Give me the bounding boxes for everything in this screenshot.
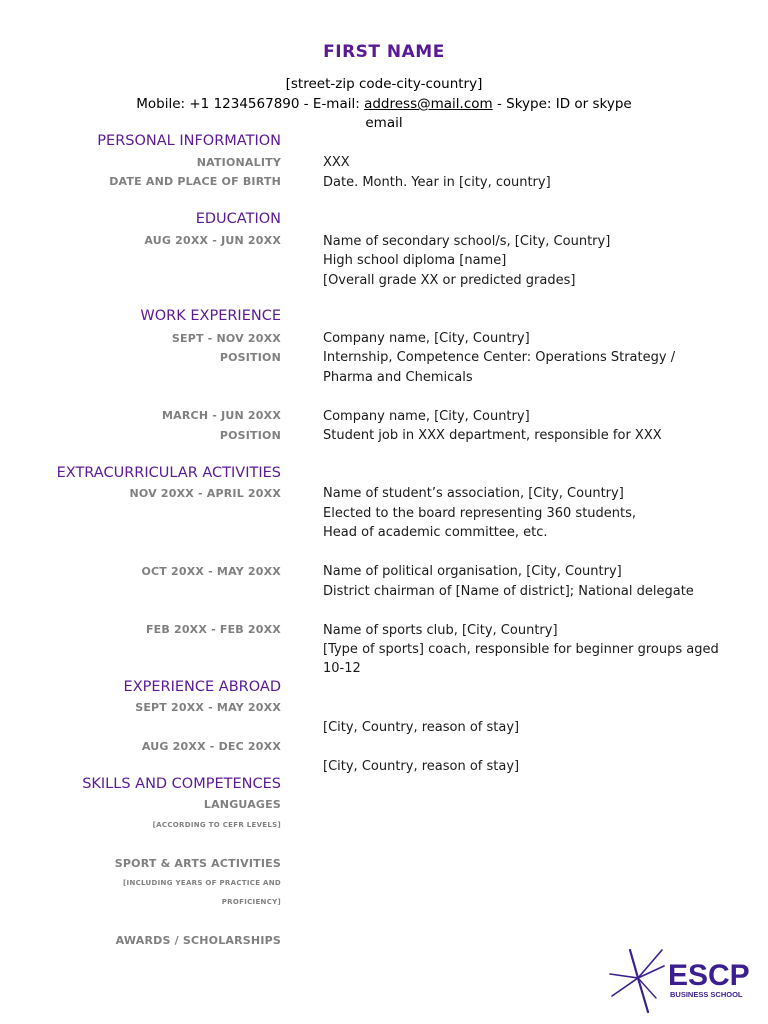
activity3-line: 10-12 — [323, 661, 361, 676]
activity2-period: OCT 20XX - MAY 20XX — [141, 565, 281, 578]
address-line: [street-zip code-city-country] — [285, 76, 483, 92]
section-heading-education: EDUCATION — [195, 211, 281, 227]
languages-label: LANGUAGES — [203, 798, 281, 811]
section-heading-personal: PERSONAL INFORMATION — [97, 133, 281, 149]
escp-logo — [608, 948, 758, 1014]
job1-period: SEPT - NOV 20XX — [171, 332, 281, 345]
awards-label: AWARDS / SCHOLARSHIPS — [115, 934, 281, 947]
logo-text: ESCP — [668, 959, 750, 992]
stay2-period: AUG 20XX - DEC 20XX — [141, 740, 281, 753]
nationality-label: NATIONALITY — [196, 156, 281, 169]
candidate-name: FIRST NAME — [323, 42, 445, 62]
sport-note: PROFICIENCY] — [221, 898, 281, 906]
activity2-line: District chairman of [Name of district]; National delegate — [323, 584, 694, 599]
nationality-value: XXX — [323, 155, 350, 170]
job2-position-label: POSITION — [219, 429, 281, 442]
contact-wrap: email — [365, 115, 403, 131]
stay1-period: SEPT 20XX - MAY 20XX — [135, 701, 281, 714]
job1-line: Pharma and Chemicals — [323, 370, 473, 385]
birth-label: DATE AND PLACE OF BIRTH — [109, 175, 281, 188]
job2-period: MARCH - JUN 20XX — [162, 409, 281, 422]
section-heading-work: WORK EXPERIENCE — [140, 308, 281, 324]
stay1-value: [City, Country, reason of stay] — [323, 720, 520, 735]
activity1-line: Name of student’s association, [City, Country] — [323, 486, 624, 501]
job1-line: Company name, [City, Country] — [323, 331, 530, 346]
contact-prefix: Mobile: +1 1234567890 - E-mail: — [136, 96, 365, 112]
education-line: [Overall grade XX or predicted grades] — [323, 273, 576, 288]
section-heading-extracurricular: EXTRACURRICULAR ACTIVITIES — [56, 465, 281, 481]
education-period: AUG 20XX - JUN 20XX — [144, 234, 281, 247]
job2-line: Company name, [City, Country] — [323, 409, 530, 424]
job1-line: Internship, Competence Center: Operations Strategy / — [323, 350, 676, 365]
activity1-line: Head of academic committee, etc. — [323, 525, 548, 540]
job2-line: Student job in XXX department, responsible for XXX — [323, 428, 662, 443]
activity3-period: FEB 20XX - FEB 20XX — [145, 623, 281, 636]
education-line: Name of secondary school/s, [City, Country] — [323, 234, 611, 249]
activity3-line: Name of sports club, [City, Country] — [323, 623, 558, 638]
stay2-value: [City, Country, reason of stay] — [323, 759, 520, 774]
sport-label: SPORT & ARTS ACTIVITIES — [114, 857, 281, 870]
email-link[interactable]: address@mail.com — [364, 96, 493, 112]
sport-note: [INCLUDING YEARS OF PRACTICE AND — [123, 879, 281, 887]
activity1-line: Elected to the board representing 360 students, — [323, 506, 637, 521]
contact-suffix: - Skype: ID or skype — [492, 96, 632, 112]
contact-line — [0, 96, 768, 112]
job1-position-label: POSITION — [219, 351, 281, 364]
activity1-period: NOV 20XX - APRIL 20XX — [129, 487, 281, 500]
languages-note: [ACCORDING TO CEFR LEVELS] — [152, 821, 281, 829]
birth-value: Date. Month. Year in [city, country] — [323, 175, 551, 190]
section-heading-skills: SKILLS AND COMPETENCES — [82, 776, 281, 792]
activity3-line: [Type of sports] coach, responsible for beginner groups aged — [323, 642, 719, 657]
logo-subtext: BUSINESS SCHOOL — [670, 990, 743, 999]
activity2-line: Name of political organisation, [City, Country] — [323, 564, 622, 579]
escp-star-icon — [608, 948, 758, 1014]
education-line: High school diploma [name] — [323, 253, 507, 268]
section-heading-abroad: EXPERIENCE ABROAD — [123, 679, 281, 695]
